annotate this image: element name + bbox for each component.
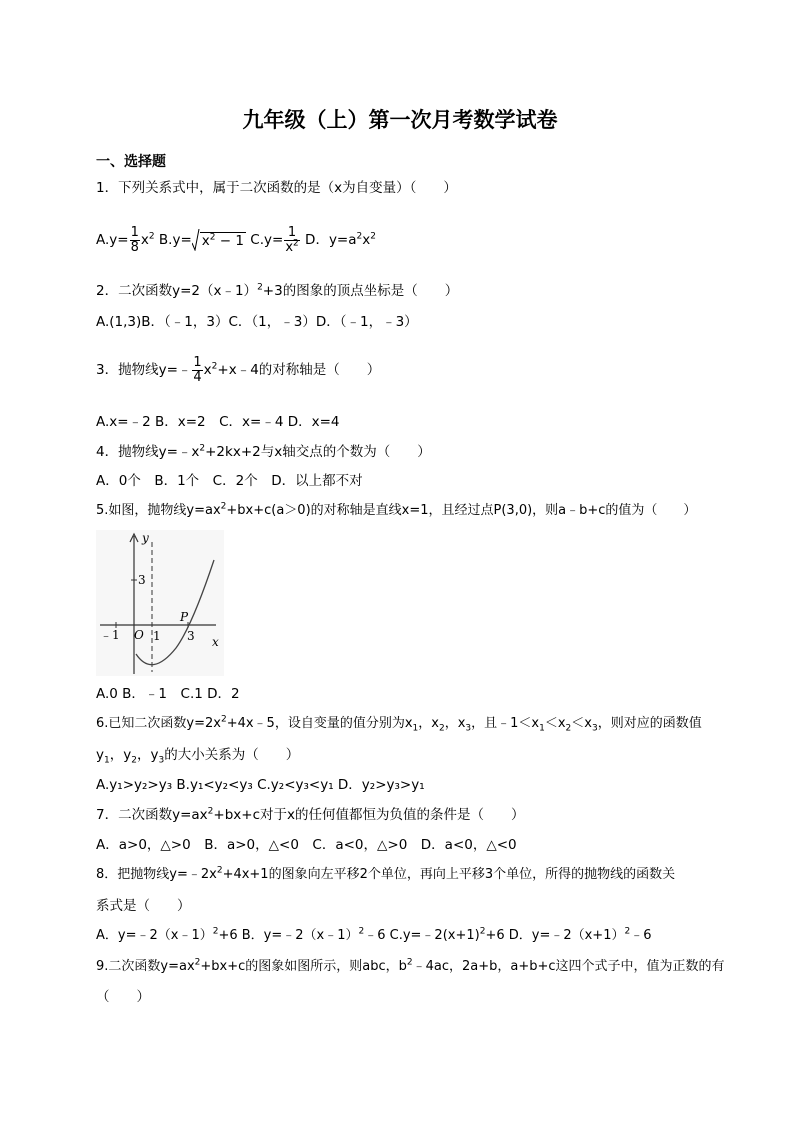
question-8-line-1: 8．把抛物线$y=﹣2x^2+4x+1$的图象向左平移2个单位，再向上平移3个单位，所得的抛物线的函数关 — [96, 865, 676, 882]
question-8-options: A．y=﹣2（x﹣1）$^2$+6 B．y=﹣2（x﹣1）$^2$﹣6 $C.y=﹣2(x+1)^2+6$ D．$y=﹣2(x+1)^2﹣6$ — [96, 926, 652, 943]
question-4-stem: 4．抛物线$y=﹣x^2+2kx+2$与x轴交点的个数为（ ） — [96, 443, 431, 460]
question-5-stem: 5.如图，抛物线$y=ax^2+bx+c(a>0)$的对称轴是直线x=1，且经过点P(3,0)，则a﹣b+c的值为（ ） — [96, 501, 697, 518]
label-point-p: P — [180, 610, 189, 624]
q1-option-d: D．$y=a^2x^2$ — [305, 231, 376, 248]
question-7-options: A．a>0，△>0 B．a>0，△<0 C．a<0，△>0 D．a<0，△<0 — [96, 837, 517, 853]
q1-option-a: A.y= $\frac{1}{8}$ $x^2$ — [96, 224, 155, 255]
question-2-stem: 2．二次函数y=2（x﹣1）$^2$+3的图象的顶点坐标是（ ） — [96, 282, 459, 299]
question-6-options: A.y₁>y₂>y₃ B.y₁<y₂<y₃ C.y₂<y₃<y₁ D．y₂>y₃>y₁ — [96, 777, 425, 793]
question-6-line-1: 6.已知二次函数$y=2x^2+4x﹣5$，设自变量的值分别为$x_1$，$x_2$，$x_3$，且$﹣1<x_1<x_2<x_3$，则对应的函数值 — [96, 714, 702, 734]
question-3-stem: 3．抛物线y=﹣ $\frac{1}{4}$ $x^2+x﹣4$的对称轴是（ ） — [96, 354, 381, 385]
question-6-line-2: $y_1$，$y_2$，$y_3$的大小关系为（ ） — [96, 747, 300, 766]
label-3-x: 3 — [187, 629, 195, 643]
question-4-options: A．0个 B．1个 C．2个 D．以上都不对 — [96, 473, 363, 489]
label-1-x: 1 — [153, 629, 161, 643]
x-axis-label: x — [212, 635, 219, 649]
question-5-options: A.0 B．﹣1 C.1 D．2 — [96, 686, 240, 702]
label-3-y: 3 — [138, 573, 146, 587]
parabola-curve — [136, 560, 214, 665]
question-3-options: A.x=﹣2 B．x=2 C．x=﹣4 D．x=4 — [96, 414, 340, 430]
page-title: 九年级（上）第一次月考数学试卷 — [242, 107, 558, 132]
label-neg1: ﹣1 — [100, 628, 120, 642]
question-7-stem: 7．二次函数$y=ax^2+bx+c$对于x的任何值都恒为负值的条件是（ ） — [96, 806, 525, 823]
q1-option-b: $B.y= x^2 - 1$ — [159, 232, 246, 248]
parabola-graph — [96, 530, 224, 676]
question-9-line-1: 9.二次函数$y=ax^2+bx+c$的图象如图所示，则abc，$b^2﹣4ac$，2a+b，a+b+c这四个式子中，值为正数的有 — [96, 957, 725, 974]
q1-option-c: C.y= $\frac{1}{x^2}$ — [250, 224, 299, 255]
y-axis-label: y — [142, 531, 149, 545]
question-2-options: A.(1,3)B．（﹣1，3）C．（1，﹣3）D．（﹣1，﹣3） — [96, 314, 418, 330]
question-1-stem: 1．下列关系式中，属于二次函数的是（x为自变量）（ ） — [96, 180, 457, 196]
label-origin: O — [134, 628, 144, 642]
question-1-options — [96, 222, 376, 258]
question-8-line-2: 系式是（ ） — [96, 898, 191, 914]
section-heading: 一、选择题 — [96, 154, 166, 170]
question-9-line-2: （ ） — [96, 989, 150, 1005]
